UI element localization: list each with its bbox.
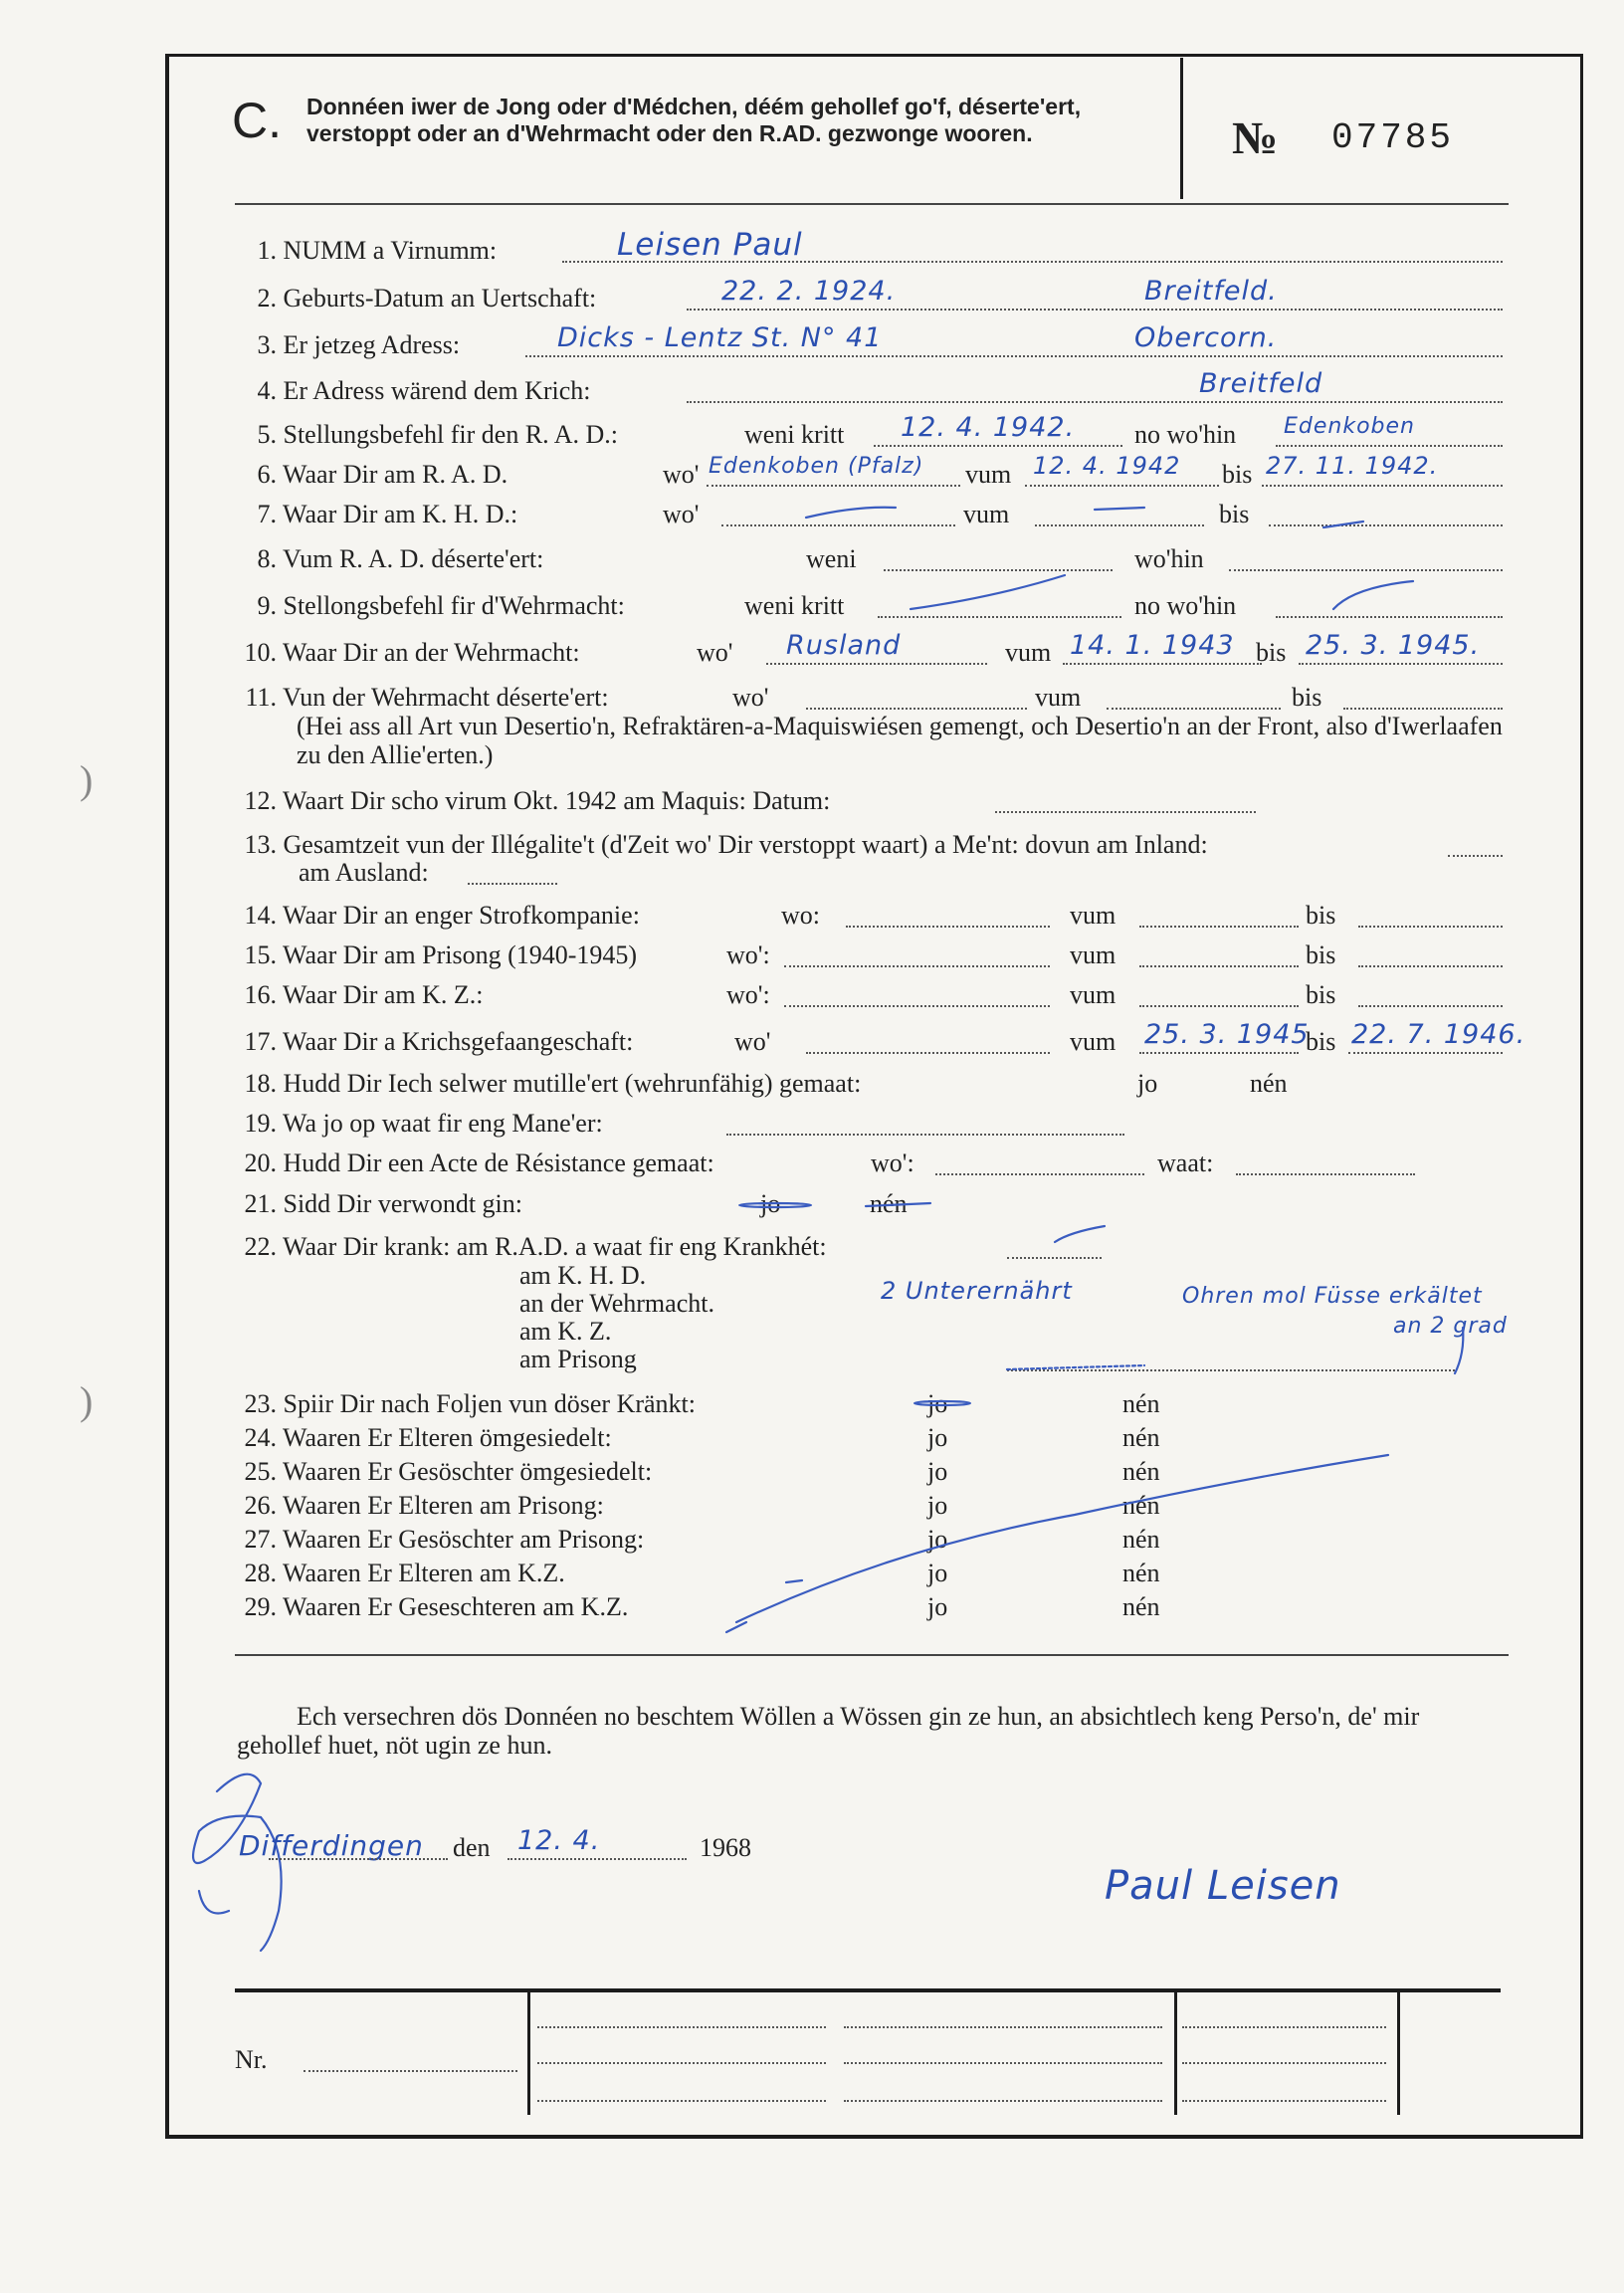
place-line <box>269 1858 448 1860</box>
item-9: 9. Stellongsbefehl fir d'Wehrmacht: <box>257 591 625 620</box>
item-3-answer-street: Dicks - Lentz St. N° 41 <box>557 322 883 353</box>
item-22-prisong: am Prisong <box>519 1345 637 1373</box>
footer-line-2c <box>844 2100 1162 2102</box>
items-24-29-cross-stroke <box>736 1455 1388 1622</box>
item-22-answer-2: Ohren mol Füsse erkältet <box>1182 1284 1483 1309</box>
item-7-dash-mark-3 <box>1323 521 1363 527</box>
item-4-answer: Breitfeld <box>1199 368 1323 399</box>
item-26-no: nén <box>1122 1491 1160 1520</box>
item-27-yes: jo <box>927 1525 948 1554</box>
item-7-dash-mark-2 <box>1095 508 1144 510</box>
item-10: 10. Waar Dir an der Wehrmacht: <box>244 638 580 667</box>
item-11-to-label: bis <box>1292 683 1322 712</box>
item-17-where-label: wo' <box>734 1027 771 1056</box>
item-20: 20. Hudd Dir een Acte de Résistance gemaat: <box>244 1148 714 1177</box>
item-7: 7. Waar Dir am K. H. D.: <box>257 500 518 528</box>
item-21-yes: jo <box>760 1189 781 1218</box>
nr-line <box>304 2070 517 2072</box>
item-27: 27. Waaren Er Gesöschter am Prisong: <box>244 1525 645 1554</box>
item-22-hook-mark <box>1455 1328 1463 1373</box>
item-22-kz: am K. Z. <box>519 1317 612 1346</box>
item-12: 12. Waart Dir scho virum Okt. 1942 am Maquis: Datum: <box>244 786 831 815</box>
signature: Paul Leisen <box>1105 1863 1341 1909</box>
item-11: 11. Vun der Wehrmacht déserte'ert: <box>245 683 609 712</box>
item-10-to-label: bis <box>1256 638 1287 667</box>
item-10-where-label: wo' <box>697 638 733 667</box>
item-28: 28. Waaren Er Elteren am K.Z. <box>244 1559 565 1587</box>
item-5-answer-place: Edenkoben <box>1284 414 1415 439</box>
item-9-stroke-mark <box>911 575 1065 609</box>
item-5-answer-date: 12. 4. 1942. <box>901 412 1076 443</box>
item-24: 24. Waaren Er Elteren ömgesiedelt: <box>244 1423 612 1452</box>
item-8-when-label: weni <box>806 544 857 573</box>
item-16: 16. Waar Dir am K. Z.: <box>244 980 484 1009</box>
item-23-yes-underline <box>914 1401 970 1405</box>
item-15-where-label: wo': <box>726 940 770 969</box>
item-9-stroke-mark-2 <box>1333 581 1413 609</box>
item-6-where-label: wo' <box>663 460 700 489</box>
item-29-yes: jo <box>927 1592 948 1621</box>
item-10-answer-from: 14. 1. 1943 <box>1070 630 1235 661</box>
item-26-yes: jo <box>927 1491 948 1520</box>
cross-stroke-tail <box>726 1622 746 1632</box>
item-11-from-label: vum <box>1035 683 1082 712</box>
item-28-yes: jo <box>927 1559 948 1587</box>
date-line <box>508 1858 687 1860</box>
margin-mark-2: ) <box>80 1378 94 1423</box>
item-4: 4. Er Adress wärend dem Krich: <box>257 376 591 405</box>
item-8: 8. Vum R. A. D. déserte'ert: <box>257 544 544 573</box>
item-21-no: nén <box>870 1189 908 1218</box>
item-27-no: nén <box>1122 1525 1160 1554</box>
item-6-to-label: bis <box>1222 460 1253 489</box>
margin-mark: ) <box>80 757 94 802</box>
item-20-where-label: wo': <box>871 1148 914 1177</box>
item-18: 18. Hudd Dir Iech selwer mutille'ert (wehrunfähig) gemaat: <box>244 1069 862 1098</box>
item-17-answer-from: 25. 3. 1945 <box>1144 1019 1310 1050</box>
item-29: 29. Waaren Er Geseschteren am K.Z. <box>244 1592 629 1621</box>
item-24-no: nén <box>1122 1423 1160 1452</box>
item-6-from-label: vum <box>965 460 1012 489</box>
footer-line-2a <box>844 2026 1162 2028</box>
item-15-to-label: bis <box>1306 940 1336 969</box>
item-17-to-label: bis <box>1306 1027 1336 1056</box>
item-2-answer-place: Breitfeld. <box>1144 276 1278 307</box>
item-28-no: nén <box>1122 1559 1160 1587</box>
item-14-to-label: bis <box>1306 901 1336 930</box>
item-5: 5. Stellungsbefehl fir den R. A. D.: <box>257 420 619 449</box>
item-7-dash-mark <box>806 508 896 518</box>
footer-line-1b <box>537 2062 826 2064</box>
footer-divider-2 <box>1174 1990 1177 2115</box>
cross-stroke-dash <box>786 1580 802 1582</box>
item-7-where-label: wo' <box>663 500 700 528</box>
item-25: 25. Waaren Er Gesöschter ömgesiedelt: <box>244 1457 653 1486</box>
item-6: 6. Waar Dir am R. A. D. <box>257 460 508 489</box>
item-23-yes: jo <box>927 1389 948 1418</box>
footer-line-3c <box>1182 2100 1386 2102</box>
item-7-from-label: vum <box>963 500 1010 528</box>
item-19: 19. Wa jo op waat fir eng Mane'er: <box>244 1109 603 1138</box>
serial-symbol: № <box>1232 112 1279 163</box>
nr-label: Nr. <box>235 2045 268 2074</box>
item-18-no: nén <box>1250 1069 1288 1098</box>
item-15-from-label: vum <box>1070 940 1116 969</box>
item-8-where-label: wo'hin <box>1134 544 1204 573</box>
item-23-no: nén <box>1122 1389 1160 1418</box>
item-2-answer-date: 22. 2. 1924. <box>721 276 897 307</box>
item-22-khd: am K. H. D. <box>519 1261 647 1290</box>
item-6-answer-from: 12. 4. 1942 <box>1033 452 1181 480</box>
item-2: 2. Geburts-Datum an Uertschaft: <box>257 284 597 313</box>
item-11-note: (Hei ass all Art vun Desertio'n, Refraktären-a-Maquiswiésen gemengt, och Desertio'n an der Front, also d'Iwerlaafen zu den Allie'erten.) <box>297 712 1503 769</box>
item-25-no: nén <box>1122 1457 1160 1486</box>
den-label: den <box>453 1833 491 1862</box>
serial-number: 07785 <box>1331 117 1455 158</box>
item-16-where-label: wo': <box>726 980 770 1009</box>
date-answer: 12. 4. <box>517 1825 601 1856</box>
item-22-dash-mark <box>1055 1226 1105 1242</box>
item-18-yes: jo <box>1137 1069 1158 1098</box>
item-1: 1. NUMM a Virnumm: <box>257 236 498 265</box>
declaration-rule <box>235 1654 1509 1656</box>
item-23: 23. Spiir Dir nach Foljen vun döser Kränkt: <box>244 1389 696 1418</box>
item-22: 22. Waar Dir krank: am R.A.D. a waat fir eng Krankhét: <box>244 1232 827 1261</box>
item-17: 17. Waar Dir a Krichsgefaangeschaft: <box>244 1027 634 1056</box>
year-label: 1968 <box>700 1833 751 1862</box>
item-25-yes: jo <box>927 1457 948 1486</box>
footer-top-rule <box>235 1988 1501 1992</box>
item-3-answer-town: Obercorn. <box>1134 322 1278 353</box>
declaration-text: Ech versechren dös Donnéen no beschtem Wöllen a Wössen gin ze hun, an absichtlech keng Perso'n, de' mir gehollef huet, nöt ugin ze hun. <box>237 1702 1420 1760</box>
item-11-where-label: wo' <box>732 683 769 712</box>
item-10-from-label: vum <box>1005 638 1052 667</box>
footer-line-3b <box>1182 2062 1386 2064</box>
item-14-where-label: wo: <box>781 901 820 930</box>
item-20-what-label: waat: <box>1157 1148 1214 1177</box>
item-13-abroad-label: am Ausland: <box>299 858 429 887</box>
item-6-answer-to: 27. 11. 1942. <box>1266 452 1439 480</box>
footer-line-1a <box>537 2026 826 2028</box>
item-15: 15. Waar Dir am Prisong (1940-1945) <box>244 940 638 969</box>
item-21: 21. Sidd Dir verwondt gin: <box>244 1189 522 1218</box>
item-7-to-label: bis <box>1219 500 1250 528</box>
item-9-when-label: weni kritt <box>744 591 845 620</box>
footer-divider-3 <box>1397 1990 1400 2115</box>
item-14-from-label: vum <box>1070 901 1116 930</box>
item-22-answer-3: an 2 grad <box>1393 1314 1508 1339</box>
item-17-answer-to: 22. 7. 1946. <box>1351 1019 1526 1050</box>
item-21-yes-underline <box>739 1203 811 1207</box>
section-letter: C. <box>232 93 282 148</box>
item-17-from-label: vum <box>1070 1027 1116 1056</box>
place-flourish-3 <box>199 1891 229 1914</box>
item-10-answer-to: 25. 3. 1945. <box>1306 630 1481 661</box>
place-answer: Differdingen <box>239 1829 424 1862</box>
item-14: 14. Waar Dir an enger Strofkompanie: <box>244 901 640 930</box>
item-24-yes: jo <box>927 1423 948 1452</box>
item-1-answer: Leisen Paul <box>617 227 803 263</box>
item-16-from-label: vum <box>1070 980 1116 1009</box>
item-16-to-label: bis <box>1306 980 1336 1009</box>
item-21-no-strike <box>866 1203 930 1206</box>
footer-divider-1 <box>527 1990 530 2115</box>
item-29-no: nén <box>1122 1592 1160 1621</box>
item-5-when-label: weni kritt <box>744 420 845 449</box>
footer-line-3a <box>1182 2026 1386 2028</box>
item-6-answer-place: Edenkoben (Pfalz) <box>709 454 924 479</box>
item-3: 3. Er jetzeg Adress: <box>257 330 461 359</box>
item-26: 26. Waaren Er Elteren am Prisong: <box>244 1491 604 1520</box>
item-22-wehrmacht: an der Wehrmacht. <box>519 1289 714 1318</box>
item-9-where-label: no wo'hin <box>1134 591 1237 620</box>
footer-line-2b <box>844 2062 1162 2064</box>
item-22-answer-1: 2 Unterernährt <box>881 1277 1073 1305</box>
item-13: 13. Gesamtzeit vun der Illégalite't (d'Zeit wo' Dir verstoppt waart) a Me'nt: dovun am Inland: <box>244 830 1208 859</box>
item-22-underline-mark <box>1007 1365 1144 1369</box>
form-title: Donnéen iwer de Jong oder d'Médchen, déém gehollef go'f, déserte'ert, verstoppt oder an d'Wehrmacht oder den R.AD. gezwonge wooren. <box>306 94 1082 146</box>
footer-line-1c <box>537 2100 826 2102</box>
item-10-answer-place: Rusland <box>786 630 902 661</box>
item-5-where-label: no wo'hin <box>1134 420 1237 449</box>
